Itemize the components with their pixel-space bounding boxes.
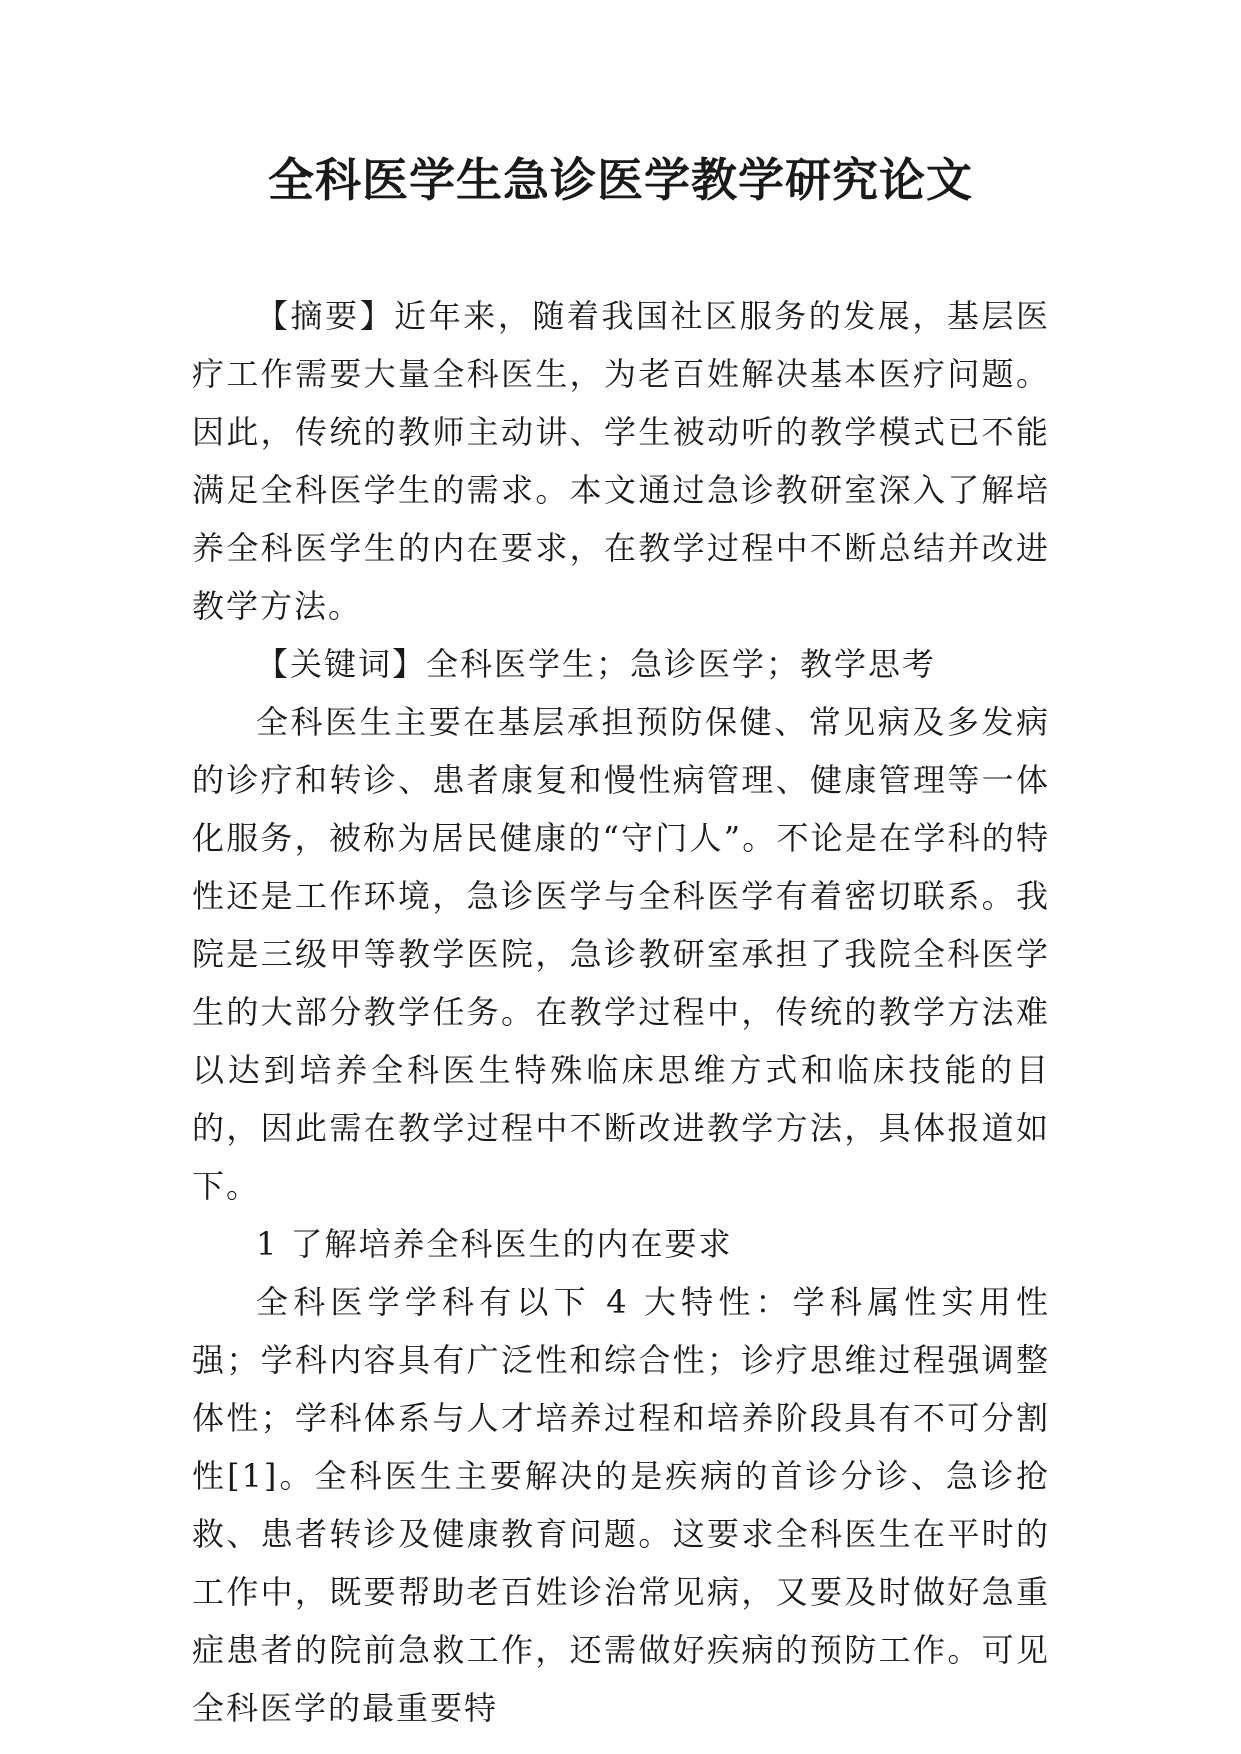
- document-title: 全科医学生急诊医学教学研究论文: [268, 153, 973, 207]
- keywords-paragraph: 【关键词】全科医学生；急诊医学；教学思考: [256, 645, 937, 683]
- body-paragraph: 全科医学学科有以下 4 大特性：学科属性实用性强；学科内容具有广泛性和综合性；诊疗思维过程强调整体性；学科体系与人才培养过程和培养阶段具有不可分割性[1]。全科医生主要解决的是疾病的首诊分诊、急诊抢救、患者转诊及健康教育问题。这要求全科医生在平时的工作中，既要帮助老百姓诊治常见病，又要及时做好急重症患者的院前急救工作，还需做好疾病的预防工作。可见全科医学的最重要特: [192, 1283, 1050, 1727]
- abstract-paragraph: 【摘要】近年来，随着我国社区服务的发展，基层医疗工作需要大量全科医生，为老百姓解决基本医疗问题。因此，传统的教师主动讲、学生被动听的教学模式已不能满足全科医学生的需求。本文通过急诊教研室深入了解培养全科医学生的内在要求，在教学过程中不断总结并改进教学方法。: [192, 297, 1050, 625]
- body-paragraph: 全科医生主要在基层承担预防保健、常见病及多发病的诊疗和转诊、患者康复和慢性病管理、健康管理等一体化服务，被称为居民健康的“守门人”。不论是在学科的特性还是工作环境，急诊医学与全科医学有着密切联系。我院是三级甲等教学医院，急诊教研室承担了我院全科医学生的大部分教学任务。在教学过程中，传统的教学方法难以达到培养全科医生特殊临床思维方式和临床技能的目的，因此需在教学过程中不断改进教学方法，具体报道如下。: [192, 703, 1050, 1205]
- document-body: [192, 287, 1050, 1737]
- section-heading: 1 了解培养全科医生的内在要求: [256, 1225, 733, 1263]
